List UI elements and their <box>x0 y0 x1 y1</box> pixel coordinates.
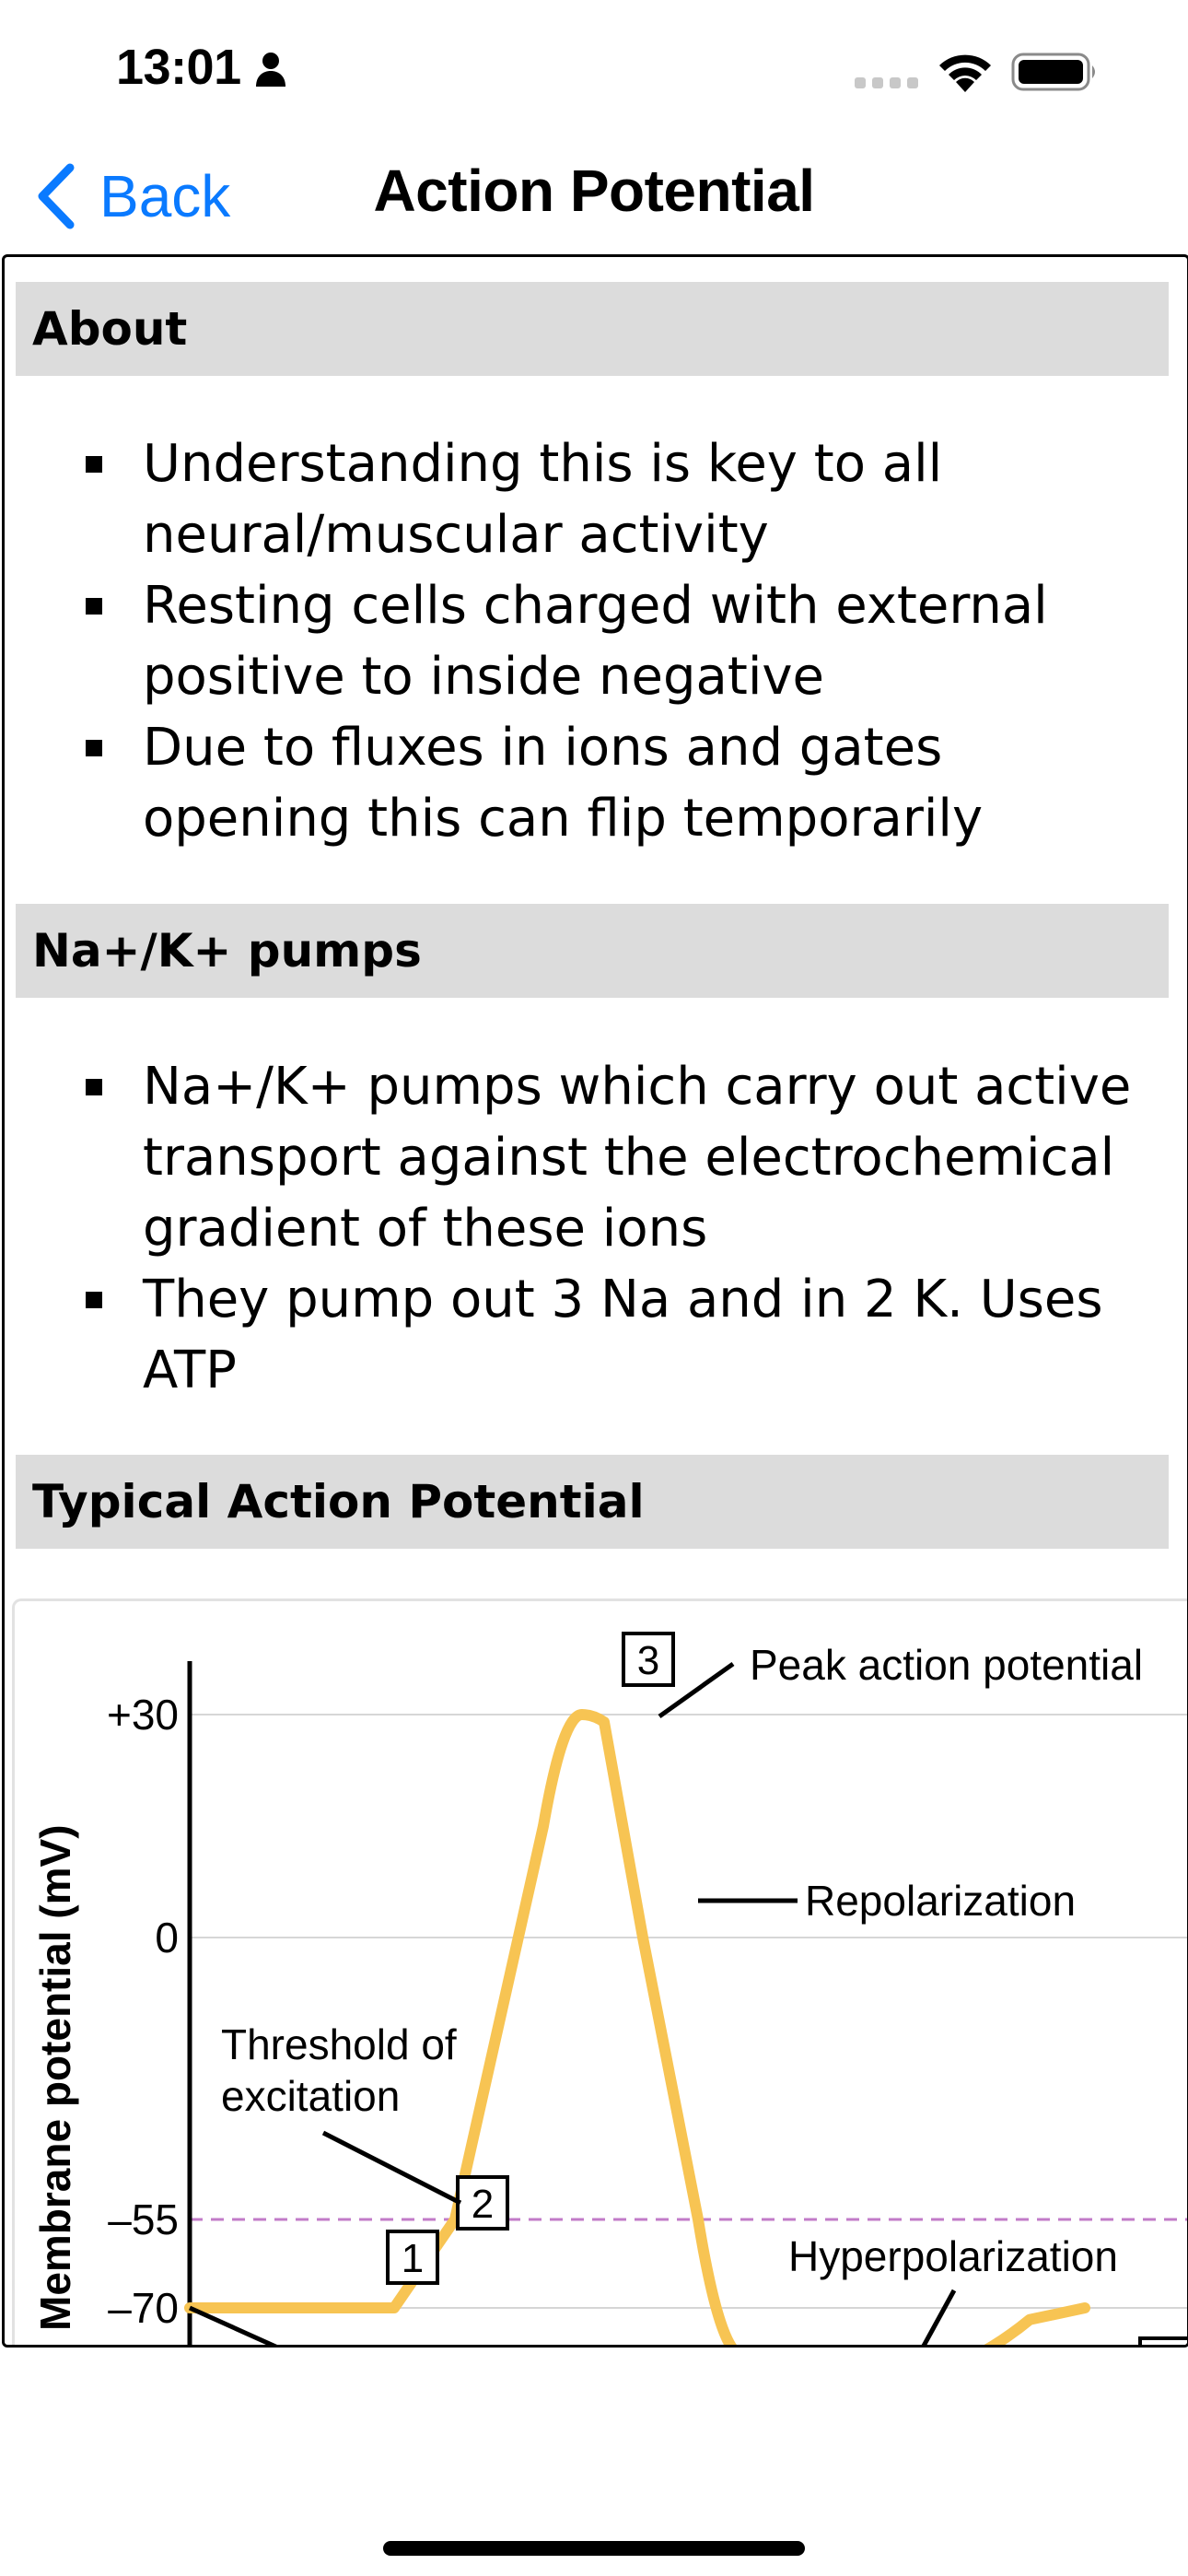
wifi-icon <box>936 52 995 94</box>
list-item: They pump out 3 Na and in 2 K. Uses ATP <box>5 1264 1183 1406</box>
annotation-threshold-leader <box>323 2133 460 2203</box>
marker-1-label: 1 <box>401 2236 425 2281</box>
bullet-square-icon <box>86 1292 102 1308</box>
navigation-bar <box>0 138 1188 252</box>
battery-icon <box>1011 52 1100 92</box>
home-indicator[interactable] <box>383 2541 805 2556</box>
about-bullet-list <box>5 428 1183 854</box>
person-icon <box>254 52 287 88</box>
marker-3-label: 3 <box>636 1638 660 1683</box>
y-tick-label: 0 <box>155 1914 179 1961</box>
y-tick-label: –55 <box>108 2195 179 2243</box>
list-item: Due to fluxes in ions and gates opening this can flip temporarily <box>5 712 1183 854</box>
bullet-square-icon <box>86 740 102 756</box>
back-label: Back <box>99 163 231 229</box>
annotation-repolarization: Repolarization <box>805 1877 1077 1925</box>
annotation-threshold-line1: Threshold of <box>221 2020 457 2068</box>
pointer-line <box>190 2308 319 2348</box>
action-potential-chart <box>12 1598 1188 2348</box>
y-tick-label: –70 <box>108 2284 179 2332</box>
page-title: Action Potential <box>373 158 815 224</box>
list-item: Understanding this is key to all neural/muscular activity <box>5 428 1183 570</box>
status-bar <box>0 0 1188 138</box>
annotation-hyperpolarization: Hyperpolarization <box>788 2232 1118 2280</box>
marker-4-box <box>1140 2338 1188 2348</box>
section-header-pumps: Na+/K+ pumps <box>16 904 1169 998</box>
bullet-square-icon <box>86 1079 102 1095</box>
y-tick-label: +30 <box>106 1691 179 1739</box>
pumps-bullet-list <box>5 1051 1183 1406</box>
content-web-view[interactable] <box>2 254 1188 2348</box>
list-item: Resting cells charged with external positive to inside negative <box>5 570 1183 712</box>
marker-2-label: 2 <box>471 2182 495 2227</box>
list-item: Na+/K+ pumps which carry out active transport against the electrochemical gradient of these ions <box>5 1051 1183 1264</box>
chart-svg <box>15 1601 1188 2348</box>
status-time: 13:01 <box>116 40 241 95</box>
annotation-hyperpolarization-leader <box>913 2290 954 2348</box>
annotation-threshold-line2: excitation <box>221 2072 401 2120</box>
signal-icon <box>855 77 921 90</box>
annotation-peak: Peak action potential <box>750 1641 1144 1689</box>
bullet-square-icon <box>86 598 102 615</box>
section-header-typical-ap: Typical Action Potential <box>16 1455 1169 1549</box>
bullet-square-icon <box>86 456 102 473</box>
section-header-about: About <box>16 282 1169 376</box>
y-axis-label: Membrane potential (mV) <box>31 1824 79 2331</box>
